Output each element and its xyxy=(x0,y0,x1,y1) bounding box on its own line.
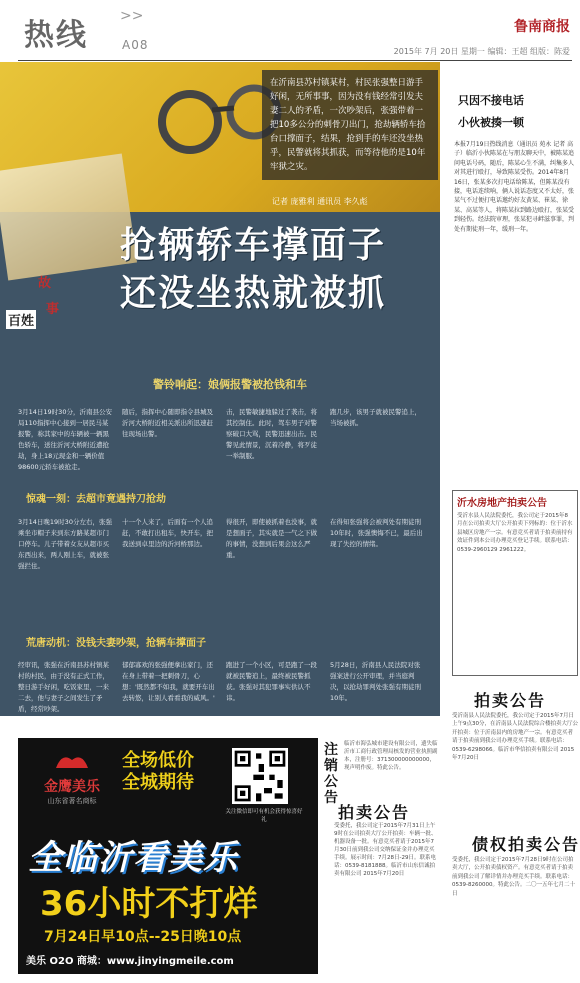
brief-title-2: 小伙被揍一顿 xyxy=(458,116,524,129)
logo-char-2: 百姓 xyxy=(6,310,36,329)
headline-line-1: 抢辆轿车撑面子 xyxy=(120,225,387,266)
auction-text-middle: 受委托，我公司定于2015年7月31日上午9时在公司拍卖大厅公开拍卖：车辆一批、机器设备一批。有意竞买者请于2015年7月30日前到我公司交纳保证金并办理竞买手续。展示时间：7月28日-29日。联系电话：0539-8181888。临沂市山东信诚拍卖有限公司 2015年7月20日 xyxy=(334,823,437,877)
feature-story xyxy=(0,62,440,716)
paper-name: 鲁南商报 xyxy=(514,19,570,35)
ad-headline: 全临沂看美乐 xyxy=(28,838,238,878)
ad-date: 7月24日早10点--25日晚10点 xyxy=(44,929,242,945)
ad-slogan-2: 全城期待 xyxy=(122,772,194,793)
ad-brand-name: 金鹰美乐 xyxy=(44,779,100,795)
body-column: 3月14日晚19时30分左右，张强乘坐市帽子来到东方路某超市门口停车。儿子带着女友从超市买东西出来，两人刚上车，就被张强拦住。 xyxy=(18,518,112,570)
body-column: 随后，指挥中心随即指令县城及沂河大桥附近相关派出所迅速赶往现场出警。 xyxy=(122,408,213,438)
qr-caption: 关注微信即可有机会获得惊喜好礼 xyxy=(225,809,303,823)
section-arrows: >> xyxy=(120,8,144,24)
byline: 记者 庞雅利 通讯员 李久彪 xyxy=(272,197,368,206)
advertisement xyxy=(18,738,318,974)
property-auction-text: 受沂水县人民法院委托，我公司定于2015年8月在公司拍卖大厅公开拍卖下列标的：位于沂水县城区房地产一宗。有意竞买者请于拍卖前持有效证件到本公司办理竞买登记手续。联系电话：0539-2960129 2961222。 xyxy=(457,513,573,553)
auction-title-right-1: 拍卖公告 xyxy=(474,691,547,710)
body-column: 跑进了一个小区，可是跑了一段就被民警追上，最终被民警抓获。张强对其犯罪事实供认不讳。 xyxy=(226,661,317,702)
section-heading-2: 荒唐动机：没钱夫妻吵架，抢辆车撑面子 xyxy=(26,638,206,649)
header-rule xyxy=(18,60,572,61)
cancellation-notice-text: 临沂市海弘城市建设有限公司，遗失临沂市工商行政管理局核发的营业执照副本，注册号：371300000000000，现声明作废。特此公告。 xyxy=(344,741,438,771)
auction-text-right-2: 受委托，我公司定于2015年7月28日9时在公司拍卖大厅，公开拍卖债权资产。有意竞买者请于拍卖前到我公司了解详情并办理竞买手续。联系电话：0539-8260000。特此公告。二〇一五年七月二十日 xyxy=(452,857,575,897)
body-column: 经审讯，张强在沂南县苏村镇某村的村民，由于没有正式工作，整日游手好闲，吃饭家里，一来二去，他与妻子之间发生了矛盾，经常吵架。 xyxy=(18,661,109,713)
banknotes-image xyxy=(0,153,137,280)
right-column xyxy=(444,62,580,983)
ad-website: 美乐 O2O 商城：www.jinyingmeile.com xyxy=(26,956,234,967)
auction-text-right-1: 受沂南县人民法院委托，我公司定于2015年7月日上午9点30分，在沂南县人民法院综合楼拍卖大厅公开拍卖：位于沂南县内的房地产一宗。有意竞买者请于拍卖前到我公司办理竞买手续。联系电话：0539-6298066。临沂市华信拍卖有限公司 2015年7月20日 xyxy=(452,713,578,762)
property-auction-title: 沂水房地产拍卖公告 xyxy=(457,498,547,509)
logo-char-1: 故 xyxy=(38,276,52,291)
body-column: 得很开，即使被抓着也没事，就是想面子，其实就是一气之下做的事情，没想到后果会这么严重。 xyxy=(226,518,317,559)
body-column: 郁郁寡欢的张强便拿出家门，还在身上带着一把刺骨刀，心想：'既然都不如我，就要开车出去转悠，让别人看看我的威风。' xyxy=(122,661,215,702)
body-column: 在得知张强将会被判处有期徒刑10年时，张强懊悔不已，最后出现了失控的情绪。 xyxy=(330,518,423,548)
brief-title-1: 只因不接电话 xyxy=(458,94,524,107)
ad-hours: 36小时不打烊 xyxy=(40,884,258,924)
headline xyxy=(120,222,386,318)
ad-brand-sub: 山东省著名商标 xyxy=(47,797,97,805)
cancellation-notice-label: 注销公告 xyxy=(324,742,338,806)
page-header xyxy=(0,0,580,62)
section-title: 热线 xyxy=(24,18,88,53)
subheadline: 警铃响起：娘俩报警被抢钱和车 xyxy=(153,378,307,391)
qr-code-icon xyxy=(232,748,288,804)
page-number: A08 xyxy=(122,38,149,52)
brief-text: 本报7月19日热线消息（通讯员 苑永 记者 高子）临沂小伙陈某在与朋友聊天中，被陈某追问电话号码，随后，陈某心生不满，纠集多人对其进行殴打，导致陈某受伤。2014年8月16日，张某多次打电话给陈某，但陈某没有接，电话连续响，俩人说话态度又不太好，张某气不过便打电话邀约好友黄某、崔某、徐某、高某等人，将陈某拉到路边殴打，张某受到轻伤。经法院审理，张某犯寻衅滋事罪，判处有期徒刑一年，缓刑一年。 xyxy=(454,141,575,233)
body-column: 5月28日，沂南县人民法院对张强案进行公开审理，并当庭判决，以抢劫罪判处张强有期徒刑10年。 xyxy=(330,661,421,702)
body-column: 击，民警敏捷地躲过了袭击，将其控制住。此时，驾车男子对警察破口大骂，民警迅速出击。民警见此情景，沉着冷静，将歹徒一举制服。 xyxy=(226,408,317,460)
column-logo xyxy=(6,272,82,330)
brand-logo-icon xyxy=(52,748,92,772)
ad-slogan-1: 全场低价 xyxy=(122,750,194,771)
body-column: 十一个人来了，后面有一个人追赶，不敢打出租车，快开车，把我送到卓里边的沂河桥那边。 xyxy=(122,518,213,548)
ad-slogan xyxy=(122,750,194,794)
ad-brand xyxy=(32,748,112,806)
lead-paragraph: 在沂南县苏村镇某村，村民张强整日游手好闲，无所事事，因为没有钱经常引发夫妻二人的矛盾，一次吵架后，张强带着一把10多公分的刺骨刀出门，抢劫辆轿车拾台口撑面子，结果，抢到手的车还没坐热乎，民警就将其抓获，而等待他的是10年牢狱之灾。 xyxy=(262,70,438,180)
body-columns-2 xyxy=(18,517,438,627)
headline-line-2: 还没坐热就被抓 xyxy=(120,273,387,314)
property-auction-notice xyxy=(452,490,578,676)
auction-title-right-2: 债权拍卖公告 xyxy=(472,835,580,854)
body-column: 跑几步，该男子就被民警追上，当场被抓。 xyxy=(330,408,421,427)
body-columns-1 xyxy=(18,407,438,485)
issue-meta: 2015年 7月 20日 星期一 编辑：王超 组版：陈爱 xyxy=(393,47,570,56)
logo-char-3: 事 xyxy=(46,302,60,317)
section-heading-1: 惊魂一刻：去超市竟遇持刀抢劫 xyxy=(26,494,166,505)
body-columns-3 xyxy=(18,660,438,716)
auction-title-middle: 拍卖公告 xyxy=(338,803,411,822)
body-column: 3月14日19时30分，沂南县公安局110指挥中心接到一居民马某报警，称其家中的车辆被一辆黑色轿车，送往沂河大桥附近遭抢劫，身上18元现金和一辆价值98600元轿车被抢走。 xyxy=(18,408,112,471)
